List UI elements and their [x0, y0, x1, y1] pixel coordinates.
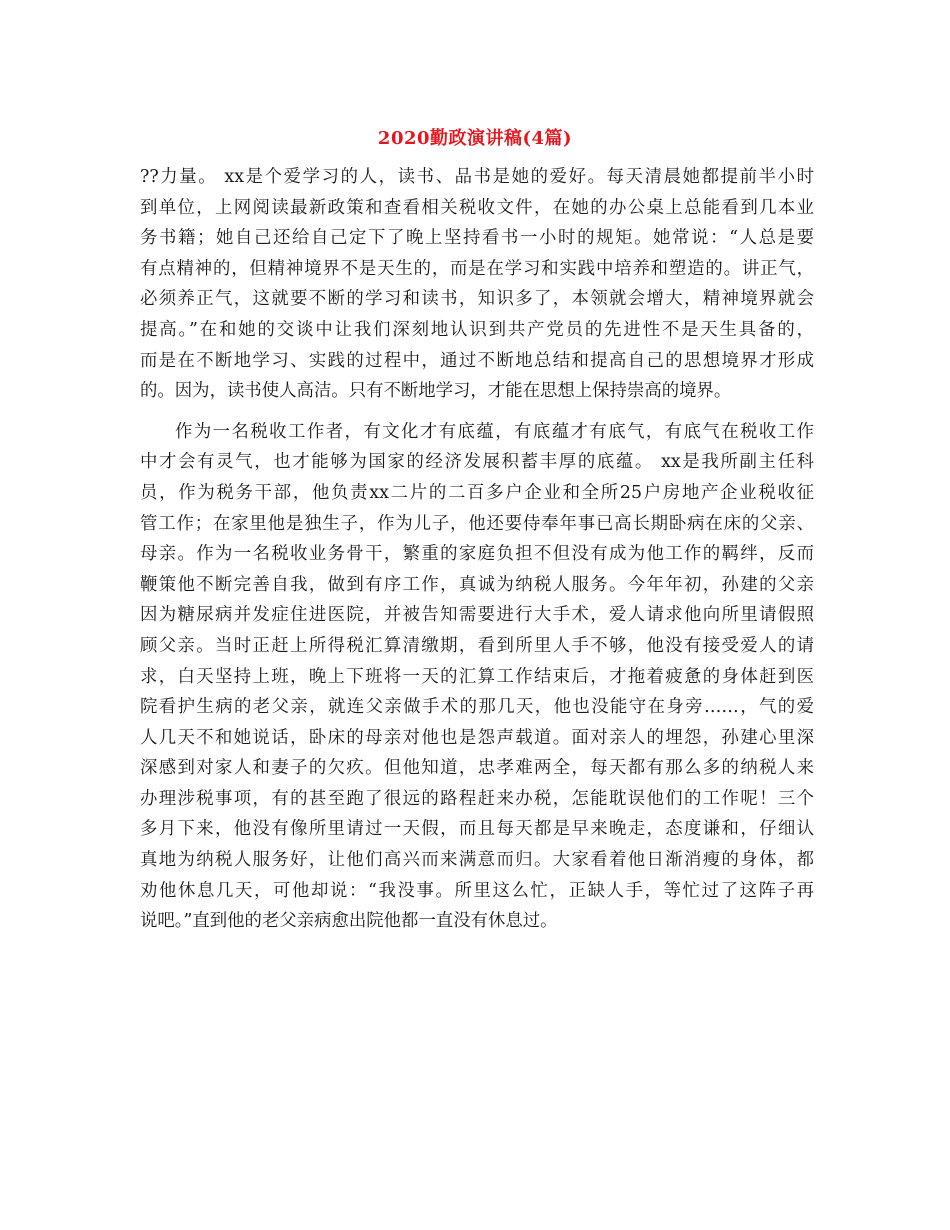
text-line: 到单位，上网阅读最新政策和查看相关税收文件，在她的办公桌上总能看到几本业 [140, 197, 814, 218]
text-line: 办理涉税事项，有的甚至跑了很远的路程赶来办税，怎能耽误他们的工作呢！三个 [140, 788, 814, 809]
text-line: 作为一名税收工作者，有文化才有底蕴，有底蕴才有底气，有底气在税收工作 [175, 421, 814, 442]
text-line: 中才会有灵气，也才能够为国家的经济发展积蓄丰厚的底蕴。 xx是我所副主任科 [140, 452, 814, 473]
document-title: 2020勤政演讲稿(4篇) [377, 128, 573, 149]
text-line: 院看护生病的老父亲，就连父亲做手术的那几天，他也没能守在身旁……，气的爱 [140, 697, 814, 718]
text-line: 鞭策他不断完善自我，做到有序工作，真诚为纳税人服务。今年年初，孙建的父亲 [140, 574, 814, 595]
text-line: 而是在不断地学习、实践的过程中，通过不断地总结和提高自己的思想境界才形成 [140, 350, 814, 371]
text-line: 的。因为，读书使人高洁。只有不断地学习，才能在思想上保持崇高的境界。 [140, 381, 732, 402]
document-body [140, 162, 814, 937]
text-line: 顾父亲。当时正赶上所得税汇算清缴期，看到所里人手不够，他没有接受爱人的请 [140, 635, 814, 656]
text-line: 务书籍；她自己还给自己定下了晚上坚持看书一小时的规矩。她常说：“人总是要 [140, 228, 814, 249]
paragraph-spacer [140, 407, 814, 417]
text-line: 因为糖尿病并发症住进医院，并被告知需要进行大手术，爱人请求他向所里请假照 [140, 605, 814, 626]
text-line: 说吧。”直到他的老父亲病愈出院他都一直没有休息过。 [140, 911, 558, 932]
text-line: 有点精神的，但精神境界不是天生的，而是在学习和实践中培养和塑造的。讲正气， [140, 258, 814, 279]
text-line: 真地为纳税人服务好，让他们高兴而来满意而归。大家看着他日渐消瘦的身体，都 [140, 850, 814, 871]
text-line: 提高。”在和她的交谈中让我们深刻地认识到共产党员的先进性不是天生具备的， [140, 319, 814, 340]
text-line: 劝他休息几天，可他却说：“我没事。所里这么忙，正缺人手，等忙过了这阵子再 [140, 880, 814, 901]
text-line: ??力量。 xx是个爱学习的人，读书、品书是她的爱好。每天清晨她都提前半小时 [140, 167, 814, 187]
text-line: 多月下来，他没有像所里请过一天假，而且每天都是早来晚走，态度谦和，仔细认 [140, 819, 814, 840]
paragraph-1 [140, 162, 814, 407]
text-line: 深感到对家人和妻子的欠疚。但他知道，忠孝难两全，每天都有那么多的纳税人来 [140, 758, 814, 779]
text-line: 管工作；在家里他是独生子，作为儿子，他还要侍奉年事已高长期卧病在床的父亲、 [140, 513, 814, 534]
text-line: 员，作为税务干部，他负责xx二片的二百多户企业和全所25户房地产企业税收征 [140, 482, 814, 503]
text-line: 母亲。作为一名税收业务骨干，繁重的家庭负担不但没有成为他工作的羁绊，反而 [140, 544, 814, 565]
text-line: 求，白天坚持上班，晚上下班将一天的汇算工作结束后，才拖着疲惫的身体赶到医 [140, 666, 814, 687]
text-line: 必须养正气，这就要不断的学习和读书，知识多了，本领就会增大，精神境界就会 [140, 289, 814, 310]
paragraph-2 [140, 417, 814, 937]
text-line: 人几天不和她说话，卧床的母亲对他也是怨声载道。面对亲人的埋怨，孙建心里深 [140, 727, 814, 748]
